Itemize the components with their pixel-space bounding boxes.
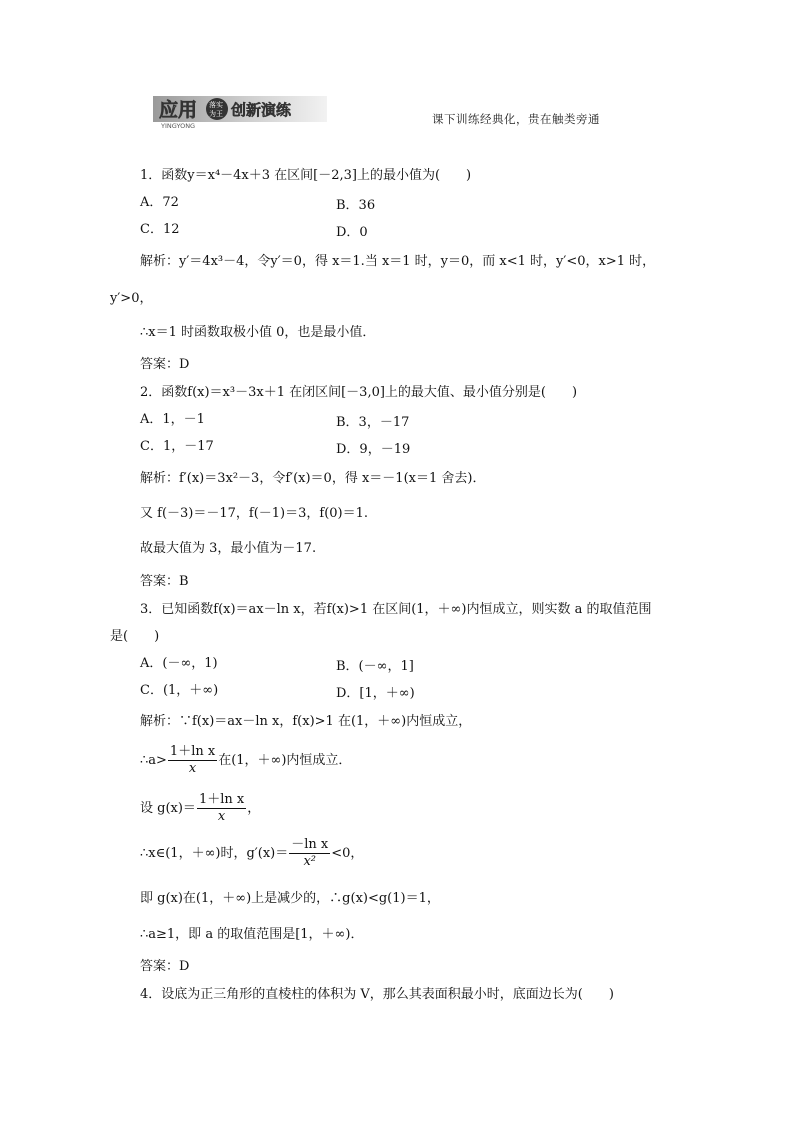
q3-set-g: 设 g(x)＝ [140, 801, 196, 816]
q2-analysis-2: 又 f(－3)＝－17，f(－1)＝3，f(0)＝1. [140, 506, 369, 521]
fraction-2-denominator: x [217, 809, 226, 824]
q2-option-d: D．9，－19 [336, 442, 411, 457]
q1-analysis-1: 解析：y′＝4x³－4，令y′＝0，得 x＝1.当 x＝1 时，y＝0，而 x<1 时，y′<0，x>1 时， [140, 254, 656, 269]
q1-option-a: A．72 [140, 195, 179, 210]
banner-small-top: 落实 [209, 101, 223, 109]
q3-option-d: D．[1，＋∞) [336, 686, 415, 701]
q2-analysis-3: 故最大值为 3，最小值为－17. [140, 541, 317, 556]
fraction-1 [168, 744, 217, 777]
q2-option-a: A．1，－1 [140, 412, 205, 427]
header-slogan: 课下训练经典化，贵在触类旁通 [432, 112, 600, 126]
banner-main-text: 应用 [159, 99, 198, 121]
q3-option-a: A．(－∞，1) [140, 656, 218, 671]
fraction-1-numerator: 1＋ln x [169, 744, 216, 759]
question-1-stem: 1．函数y＝x⁴－4x＋3 在区间[－2,3]上的最小值为( ) [140, 168, 472, 183]
banner-pinyin: YINGYONG [161, 122, 196, 130]
fraction-3-numerator: －ln x [291, 837, 329, 852]
q1-analysis-2: y′>0， [110, 291, 153, 306]
question-2-stem: 2．函数f(x)＝x³－3x＋1 在闭区间[－3,0]上的最大值、最小值分别是( ) [140, 385, 578, 400]
question-4-stem: 4．设底为正三角形的直棱柱的体积为 V，那么其表面积最小时，底面边长为( ) [140, 987, 614, 1002]
fraction-2-numerator: 1＋ln x [198, 792, 245, 807]
q2-answer: 答案：B [140, 574, 189, 589]
q3-analysis-2-tail: 在(1，＋∞)内恒成立． [218, 753, 352, 768]
q3-analysis-5: 即 g(x)在(1，＋∞)上是减少的，∴g(x)<g(1)＝1， [140, 891, 440, 906]
question-3-stem-cont: 是( ) [110, 629, 160, 644]
fraction-1-denominator: x [188, 761, 197, 776]
q3-a-gt: ∴a> [140, 753, 167, 768]
q3-option-c: C．(1，＋∞) [140, 683, 219, 698]
q1-option-b: B．36 [336, 198, 376, 213]
q3-analysis-2 [140, 744, 351, 777]
q1-analysis-3: ∴x＝1 时函数取极小值 0，也是最小值． [140, 325, 376, 340]
q3-analysis-4-tail: <0， [331, 846, 364, 861]
fraction-2 [197, 792, 246, 825]
q1-option-d: D．0 [336, 225, 368, 240]
q2-option-b: B．3，－17 [336, 415, 410, 430]
banner-small-bottom: 为王 [209, 110, 223, 118]
fraction-3-denominator: x² [303, 854, 316, 869]
q3-option-b: B．(－∞，1] [336, 659, 414, 674]
q2-option-c: C．1，－17 [140, 439, 214, 454]
q3-analysis-1: 解析：∵f(x)＝ax－ln x，f(x)>1 在(1，＋∞)内恒成立， [140, 714, 472, 729]
q3-answer: 答案：D [140, 959, 190, 974]
q1-option-c: C．12 [140, 222, 180, 237]
fraction-3 [289, 837, 330, 870]
q3-analysis-3 [140, 792, 260, 825]
question-3-stem: 3．已知函数f(x)＝ax－ln x，若f(x)>1 在区间(1，＋∞)内恒成立，则实数 a 的取值范围 [140, 602, 652, 617]
q3-analysis-4 [140, 837, 363, 870]
q2-analysis-1: 解析：f′(x)＝3x²－3，令f′(x)＝0，得 x＝－1(x＝1 舍去)． [140, 471, 486, 486]
q3-analysis-3-tail: ， [247, 801, 261, 816]
q3-derivative: ∴x∈(1，＋∞)时，g′(x)＝ [140, 846, 289, 861]
banner-tail-text: 创新演练 [231, 101, 292, 119]
section-banner [153, 96, 327, 130]
q1-answer: 答案：D [140, 357, 190, 372]
q3-analysis-6: ∴a≥1，即 a 的取值范围是[1，＋∞)． [140, 927, 364, 942]
